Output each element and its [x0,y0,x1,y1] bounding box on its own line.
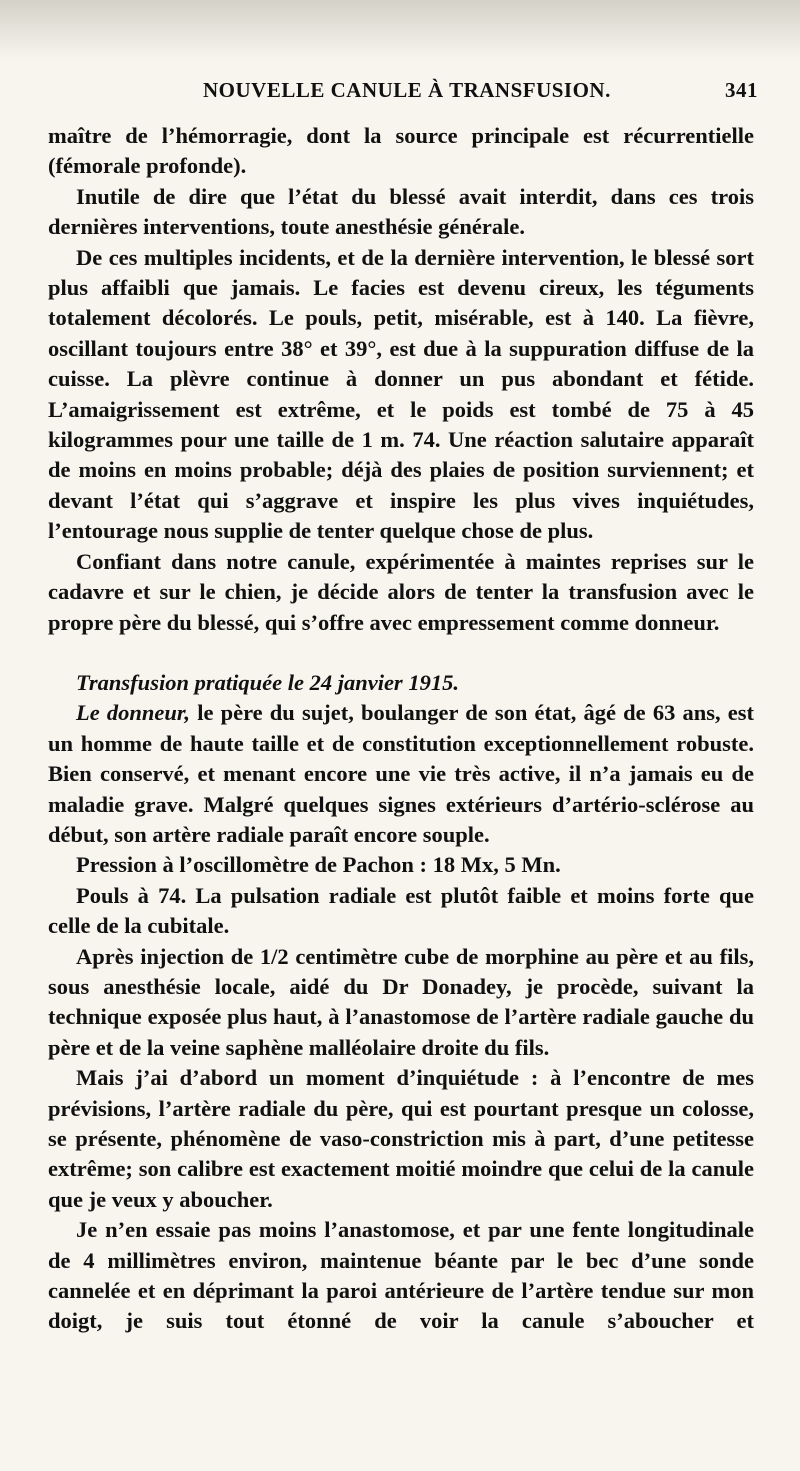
running-title: NOUVELLE CANULE À TRANSFUSION. [203,78,611,102]
section-heading: Transfusion pratiquée le 24 janvier 1915. [76,669,459,695]
paragraph-pulse: Pouls à 74. La pulsation radiale est plutôt faible et moins forte que celle de la cubitale. [48,882,754,939]
scan-edge-shading [0,0,800,60]
paragraph-concern: Mais j’ai d’abord un moment d’inquiétude : à l’encontre de mes prévisions, l’artère radiale du père, qui est pourtant presque un colosse, se présente, phénomène de vaso-constriction mis à part, d’une petitesse extrême; son calibre est exactement moitié moindre que celui de la canule que je veux y aboucher. [48,1065,754,1212]
paragraph-continuation: maître de l’hémorragie, dont la source principale est récurrentielle (fémorale profonde). [48,123,754,179]
paragraph-procedure: Après injection de 1/2 centimètre cube de morphine au père et au fils, sous anesthésie locale, aidé du Dr Donadey, je procède, suivant la technique exposée plus haut, à l’anastomose de l’artère radiale gauche du père et de la veine saphène malléolaire droite du fils. [48,943,754,1060]
body-text [48,121,754,1337]
paragraph-decision: Confiant dans notre canule, expérimentée à maintes reprises sur le cadavre et sur le chien, je décide alors de tenter la transfusion avec le propre père du blessé, qui s’offre avec empressement comme donneur. [48,548,754,635]
donor-term: Le donneur, [76,700,191,726]
paragraph-anastomosis: Je n’en essaie pas moins l’anastomose, et par une fente longitudinale de 4 millimètres environ, maintenue béante par le bec d’une sonde cannelée et en déprimant la paroi antérieure de l’artère tendue sur mon doigt, je suis tout étonné de voir la canule s’aboucher et [48,1217,754,1334]
donor-description: le père du sujet, boulanger de son état, âgé de 63 ans, est un homme de haute taille et de constitution exceptionnellement robuste. Bien conservé, et menant encore une vie très active, il n’a jamais eu de maladie grave. Malgré quelques signes extérieurs d’artério-sclérose au début, son artère radiale paraît encore souple. [48,700,754,847]
page-number: 341 [725,78,758,102]
paragraph-anesthesia: Inutile de dire que l’état du blessé avait interdit, dans ces trois dernières interventions, toute anesthésie générale. [48,183,754,240]
paragraph-donor [48,698,754,850]
paragraph-condition: De ces multiples incidents, et de la dernière intervention, le blessé sort plus affaibli que jamais. Le facies est devenu cireux, les téguments totalement décolorés. Le pouls, petit, misérable, est à 140. La fièvre, oscillant toujours entre 38° et 39°, est due à la suppuration diffuse de la cuisse. La plèvre continue à donner un pus abondant et fétide. L’amaigrissement est extrême, et le poids est tombé de 75 à 45 kilogrammes pour une taille de 1 m. 74. Une réaction salutaire apparaît de moins en moins probable; déjà des plaies de position surviennent; et devant l’état qui s’aggrave et inspire les plus vives inquiétudes, l’entourage nous supplie de tenter quelque chose de plus. [48,244,754,544]
paragraph-pressure: Pression à l’oscillomètre de Pachon : 18 Mx, 5 Mn. [76,852,561,878]
